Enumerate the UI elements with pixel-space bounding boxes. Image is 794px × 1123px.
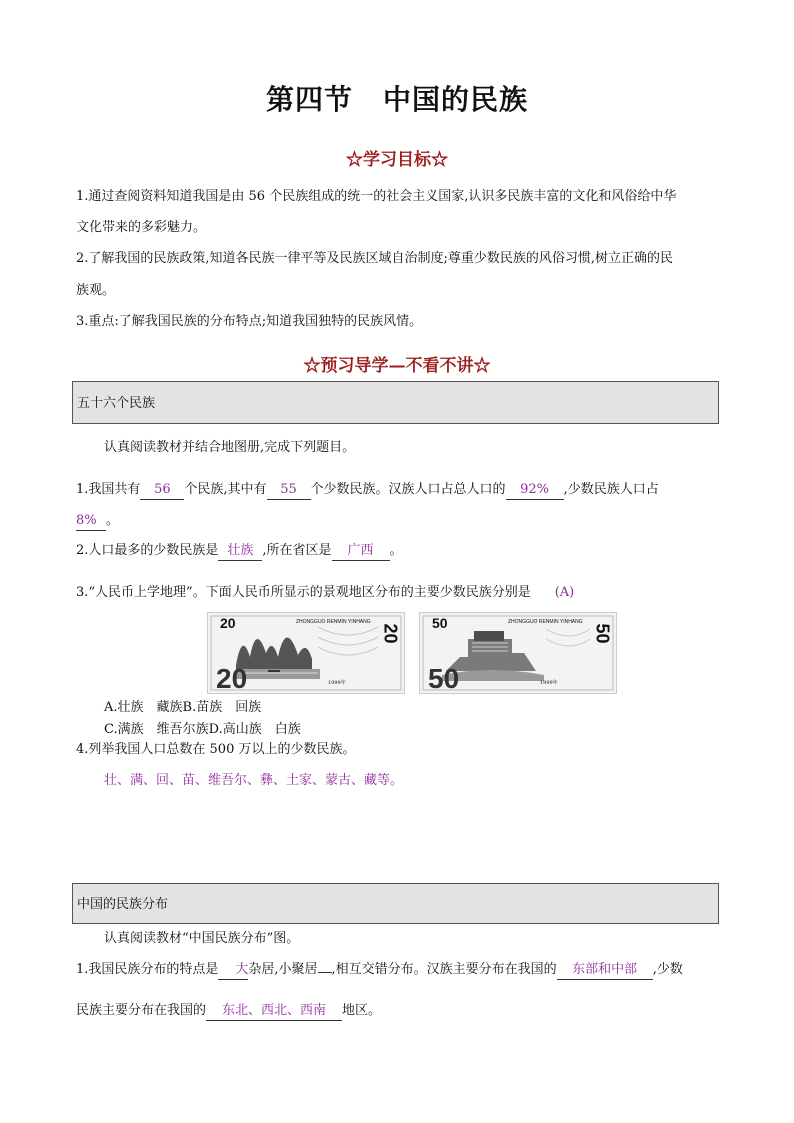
objective-1-line-1: 1.通过查阅资料知道我国是由 56 个民族组成的统一的社会主义国家,认识多民族丰富的文化和风俗给中华	[76, 189, 677, 204]
banknote-20-image	[207, 612, 405, 694]
banknote-50-corner-value: 50	[432, 615, 448, 631]
option-line-a-b: A.壮族 藏族B.苗族 回族	[104, 700, 262, 715]
question-4-answer: 壮、满、回、苗、维吾尔、彝、土家、蒙古、藏等。	[104, 773, 404, 788]
banknote-20-large-value: 20	[216, 663, 248, 694]
section-heading-objectives: ☆学习目标☆	[346, 150, 448, 170]
banknote-50-side-value: 50	[592, 623, 613, 644]
answer-blank-5: 壮族	[218, 542, 262, 561]
objective-2-line-1: 2.了解我国的民族政策,知道各民族一律平等及民族区域自治制度;尊重少数民族的风俗习惯,树立正确的民	[76, 251, 674, 266]
answer-blank-10: 东北、西北、西南	[206, 1002, 342, 1021]
banknote-20-bank-name: ZHONGGUO RENMIN YINHANG	[296, 619, 371, 625]
answer-blank-8	[318, 972, 332, 973]
answer-blank-1: 56	[140, 481, 184, 500]
section-heading-preview: ☆预习导学—不看不讲☆	[303, 356, 491, 376]
question-2: 2.人口最多的少数民族是 壮族 ,所在省区是 广西 。	[76, 542, 726, 561]
question-5-continued: 民族主要分布在我国的 东北、西北、西南 地区。	[76, 1002, 726, 1021]
banknote-20-year: 1999年	[328, 680, 346, 686]
question-3-answer: (A)	[554, 585, 575, 600]
topic-box-label: 五十六个民族	[77, 396, 156, 411]
answer-blank-7: 大	[218, 961, 248, 980]
instruction-2: 认真阅读教材“中国民族分布”图。	[104, 931, 300, 946]
question-1-continued: 8% 。	[76, 512, 726, 531]
objective-1-line-2: 文化带来的多彩魅力。	[76, 220, 207, 235]
banknote-50-year: 1999年	[540, 680, 558, 686]
page-title	[0, 78, 794, 118]
question-5: 1.我国民族分布的特点是 大杂居,小聚居 ,相互交错分布。汉族主要分布在我国的 东部和中部 ,少数	[76, 961, 726, 980]
objective-3: 3.重点:了解我国民族的分布特点;知道我国独特的民族风情。	[76, 314, 423, 329]
instruction-1: 认真阅读教材并结合地图册,完成下列题目。	[104, 440, 356, 455]
question-1: 1.我国共有 56 个民族,其中有 55 个少数民族。汉族人口占总人口的 92% ,少数民族人口占	[76, 481, 726, 500]
option-line-c-d: C.满族 维吾尔族D.高山族 白族	[104, 722, 301, 737]
banknote-50-large-value: 50	[428, 663, 460, 694]
answer-blank-3: 92%	[506, 481, 564, 500]
banknote-20-side-value: 20	[380, 623, 401, 644]
answer-blank-4: 8%	[76, 512, 106, 531]
topic-box-ethnic-distribution	[72, 883, 719, 924]
title-section-number: 第四节	[265, 83, 353, 116]
question-3: 3.“人民币上学地理”。下面人民币所显示的景观地区分布的主要少数民族分别是 (A)	[76, 585, 575, 600]
banknote-50-image	[419, 612, 617, 694]
question-4: 4.列举我国人口总数在 500 万以上的少数民族。	[76, 742, 356, 757]
topic-box-56-ethnic-groups	[72, 381, 719, 424]
answer-blank-2: 55	[267, 481, 311, 500]
title-topic: 中国的民族	[383, 83, 529, 116]
banknote-20-corner-value: 20	[220, 615, 236, 631]
banknote-50-bank-name: ZHONGGUO RENMIN YINHANG	[508, 619, 583, 625]
topic-box-label-2: 中国的民族分布	[77, 897, 169, 912]
answer-blank-9: 东部和中部	[557, 961, 653, 980]
answer-blank-6: 广西	[332, 542, 390, 561]
objective-2-line-2: 族观。	[76, 283, 116, 298]
